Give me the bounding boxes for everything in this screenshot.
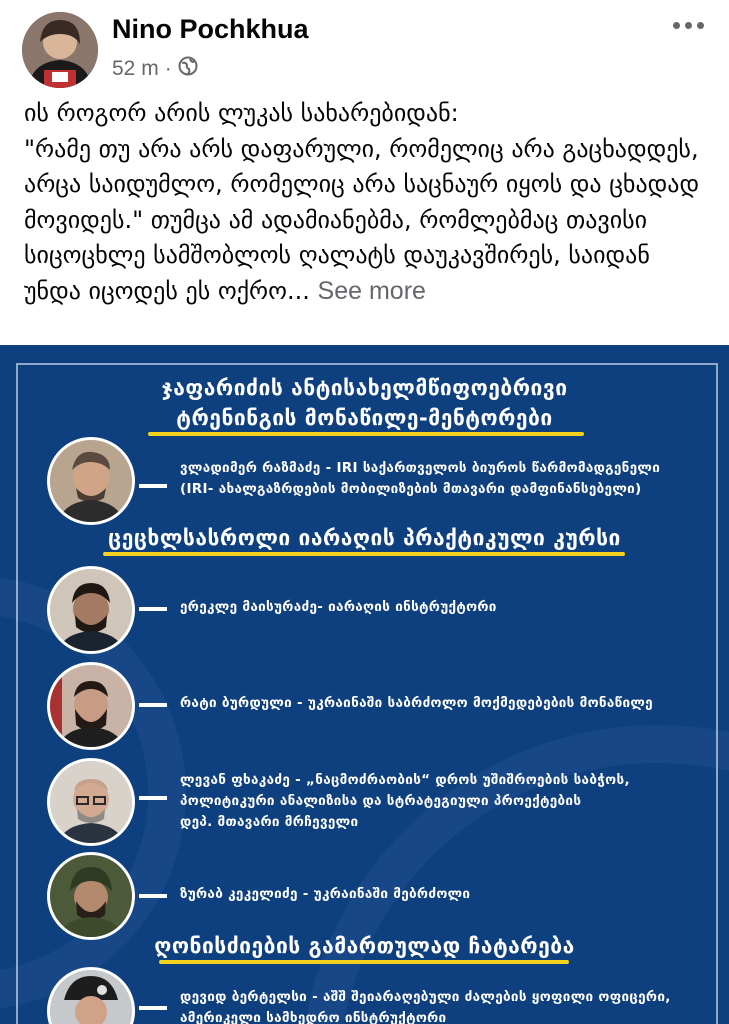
person-description: ზურაბ კეკელიძე - უკრაინაში მებრძოლი (180, 886, 471, 902)
post-meta (112, 56, 198, 82)
dash (139, 894, 167, 898)
person-description: დევიდ ბერტელსი - აშშ შეიარაღებული ძალების ყოფილი ოფიცერი, ამერიკელი სამხედრო ინსტრუქტორი (180, 989, 671, 1024)
heading-underline (103, 552, 625, 556)
dash (139, 1006, 167, 1010)
post-text: ის როგორ არის ლუკას სახარებიდან: "რამე თუ არა არს დაფარული, რომელიც არა გაცხადდეს, არცა საიდუმლო, რომელიც არა საცნაურ იყოს და ცხადად მოვიდეს." თუმცა ამ ადამიანებმა, რომლებმაც თავისი სიცოცხლე სამშობლოს ღალატს დაუკავშირეს, საიდან უნდა იცოდეს ეს ოქრო... (24, 99, 700, 305)
person-photo (47, 566, 135, 654)
person-description: ლევან ფხაკაძე - „ნაცმოძრაობის“ დროს უშიშროების საბჭოს, პოლიტიკური ანალიზისა და სტრატეგიული პროექტების დეპ. მთავარი მრჩეველი (180, 772, 630, 830)
person-photo (47, 662, 135, 750)
post-image[interactable] (0, 345, 729, 1024)
post-time[interactable]: 52 m (112, 57, 159, 80)
see-more-link[interactable]: See more (317, 276, 426, 305)
globe-icon (178, 56, 198, 82)
author-avatar[interactable] (22, 12, 98, 88)
heading-mentors-line2: ტრენინგის მონაწილე-მენტორები (176, 406, 553, 430)
heading-underline (148, 432, 584, 436)
post-header (0, 0, 729, 100)
heading-underline (159, 960, 569, 964)
heading-firearms: ცეცხლსასროლი იარაღის პრაქტიკული კურსი (108, 526, 621, 550)
person-photo (47, 437, 135, 525)
dash (139, 484, 167, 488)
meta-separator: · (164, 57, 172, 80)
person-description: ერეკლე მაისურაძე- იარაღის ინსტრუქტორი (180, 599, 497, 615)
person-description: ვლადიმერ რაზმაძე - IRI საქართველოს ბიუროს წარმომადგენელი (IRI- ახალგაზრდების მობილიზების მთავარი დამფინანსებელი) (180, 460, 661, 497)
heading-event: ღონისძიების გამართულად ჩატარება (154, 934, 575, 958)
person-photo (47, 758, 135, 846)
post-body (24, 96, 714, 309)
person-description: რატი ბურდული - უკრაინაში საბრძოლო მოქმედებების მონაწილე (180, 695, 653, 711)
dash (139, 607, 167, 611)
author-name[interactable]: Nino Pochkhua (112, 14, 309, 44)
more-icon[interactable] (668, 10, 708, 40)
person-photo (47, 852, 135, 940)
dash (139, 796, 167, 800)
dash (139, 703, 167, 707)
heading-mentors-line1: ჯაფარიძის ანტისახელმწიფოებრივი (161, 376, 568, 400)
